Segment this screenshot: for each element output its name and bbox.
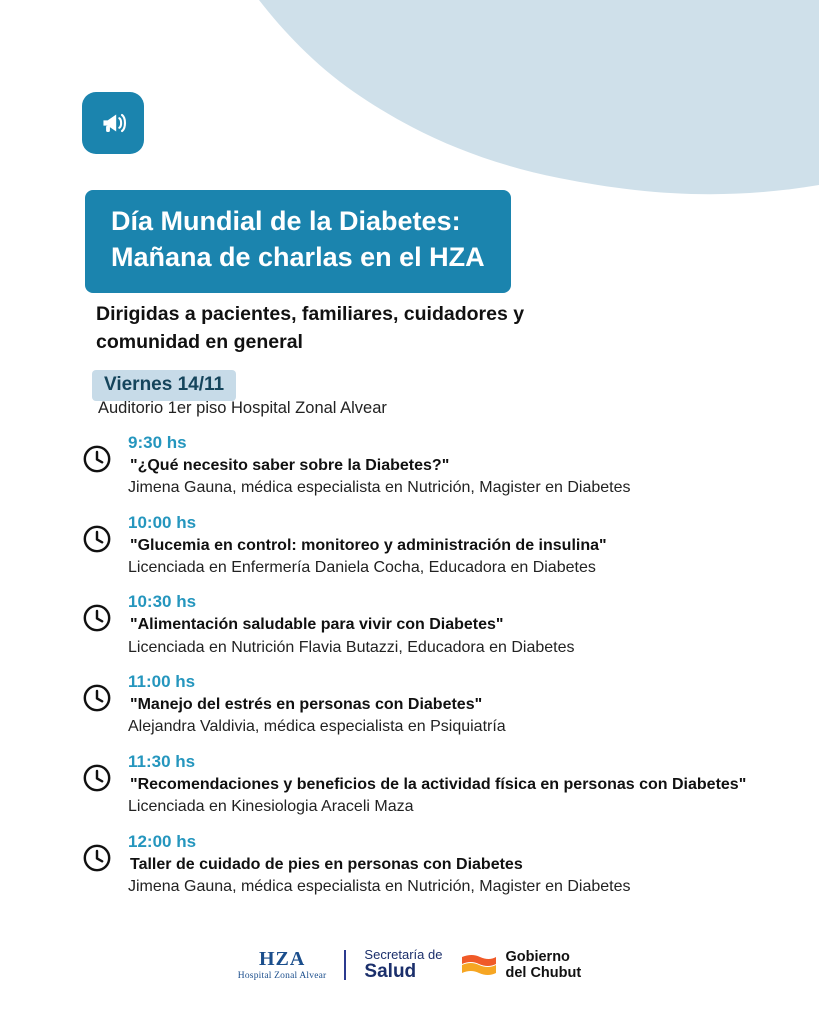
schedule-item [82,512,782,580]
gobierno-chubut-logo [460,949,581,981]
chubut-line-1: Gobierno [505,948,570,965]
talk-title: "¿Qué necesito saber sobre la Diabetes?" [130,456,450,474]
salud-line-1: Secretaría de [364,947,443,963]
talk-time: 10:00 hs [128,512,197,532]
logo-divider [344,950,346,980]
talk-speaker: Licenciada en Kinesiologia Araceli Maza [128,798,414,816]
venue-text: Auditorio 1er piso Hospital Zonal Alvear [98,399,387,417]
clock-icon [82,524,112,554]
talk-speaker: Jimena Gauna, médica especialista en Nutrición, Magister en Diabetes [128,479,631,497]
schedule-item [82,831,782,899]
clock-icon [82,763,112,793]
chubut-mark-icon [460,952,498,978]
title-line-1: Día Mundial de la Diabetes: [111,206,461,236]
talk-time: 10:30 hs [128,592,197,612]
talk-speaker: Licenciada en Enfermería Daniela Cocha, Educadora en Diabetes [128,559,596,577]
chubut-text [505,949,581,981]
title-line-2: Mañana de charlas en el HZA [111,241,485,272]
hza-logo [238,949,327,981]
talk-time: 12:00 hs [128,831,197,851]
talk-time: 11:00 hs [128,672,196,692]
schedule-item [82,432,782,500]
clock-icon [82,683,112,713]
subtitle [96,300,736,357]
talk-title: "Glucemia en control: monitoreo y administración de insulina" [130,536,607,554]
talk-time: 11:30 hs [128,751,196,771]
clock-icon [82,843,112,873]
clock-icon [82,444,112,474]
talk-title: "Recomendaciones y beneficios de la actividad física en personas con Diabetes" [130,775,747,793]
chubut-line-2: del Chubut [505,965,582,982]
decorative-wave [259,0,819,210]
megaphone-icon [82,92,144,154]
talk-speaker: Jimena Gauna, médica especialista en Nutrición, Magister en Diabetes [128,877,631,895]
hza-logo-sub: Hospital Zonal Alvear [237,971,327,982]
secretaria-salud-logo [364,948,442,982]
talk-title: "Manejo del estrés en personas con Diabetes" [130,696,483,714]
date-badge: Viernes 14/11 [92,370,236,401]
clock-icon [82,603,112,633]
hza-logo-main: HZA [258,948,306,971]
talk-title: "Alimentación saludable para vivir con Diabetes" [130,616,504,634]
talk-speaker: Alejandra Valdivia, médica especialista en Psiquiatría [128,718,506,736]
schedule-item [82,671,782,739]
schedule-item [82,751,782,819]
footer-logos [0,948,819,982]
talk-time: 9:30 hs [128,433,187,452]
schedule-item [82,591,782,659]
subtitle-line-2: comunidad en general [96,331,303,354]
subtitle-line-1: Dirigidas a pacientes, familiares, cuidadores y [96,303,525,325]
schedule-list [82,432,782,910]
salud-line-2: Salud [364,961,417,983]
title-banner [85,190,511,293]
talk-title: Taller de cuidado de pies en personas con Diabetes [130,855,523,873]
talk-speaker: Licenciada en Nutrición Flavia Butazzi, Educadora en Diabetes [128,638,575,656]
